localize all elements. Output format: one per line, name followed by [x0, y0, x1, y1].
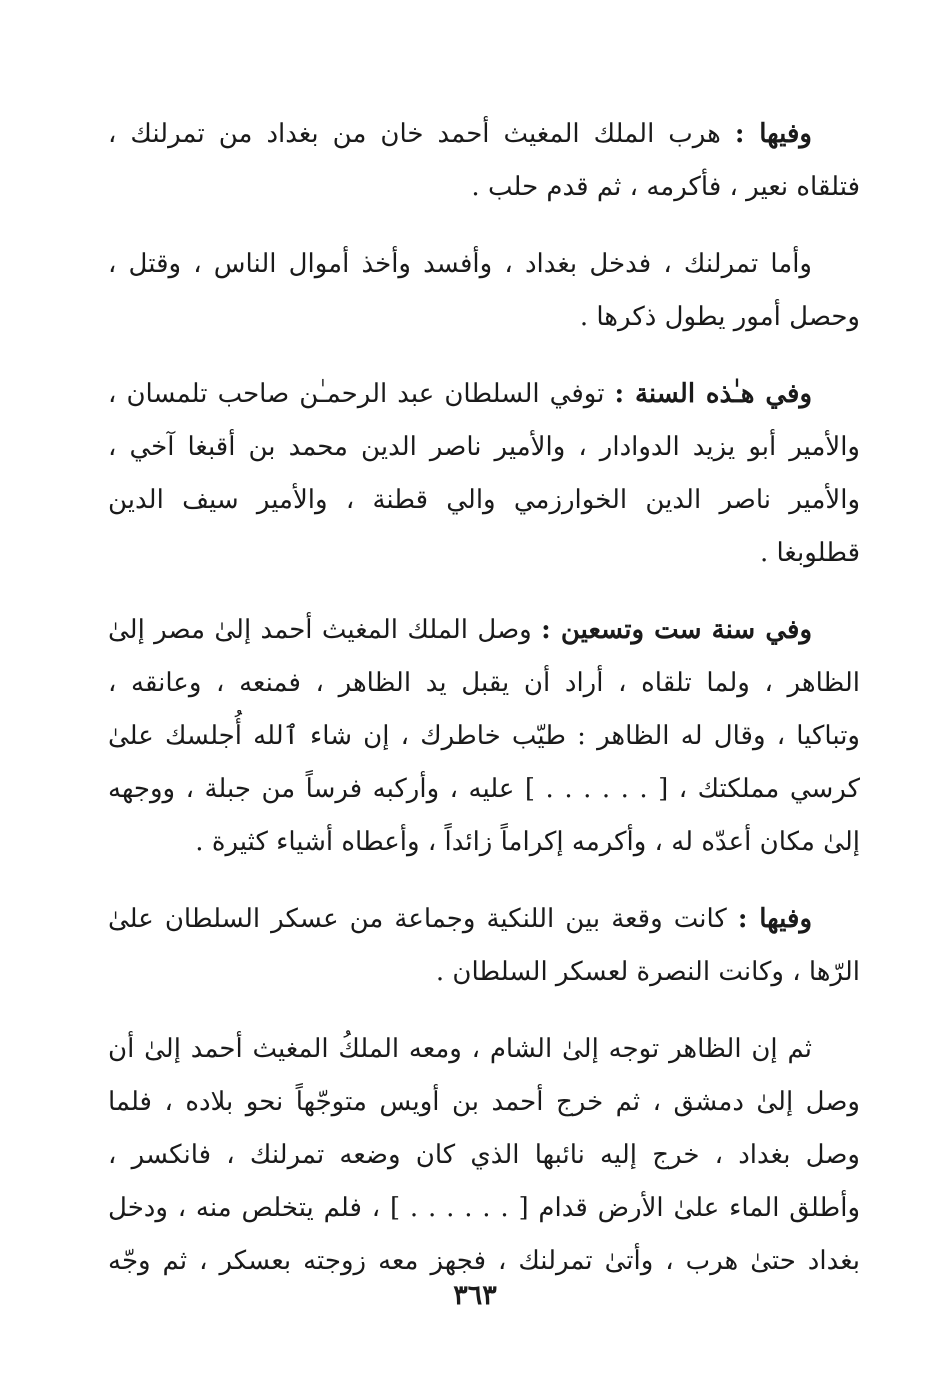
line-text: كرسي مملكتك ، [ . . . . . . ] عليه ، وأركبه فرساً من جبلة ، ووجهه [108, 774, 860, 804]
line-text: وصل بغداد ، خرج إليه نائبها الذي كان وضعه تمرلنك ، فانكسر ، [108, 1140, 860, 1170]
paragraph [108, 238, 860, 344]
line-text: وصل إلىٰ دمشق ، ثم خرج أحمد بن أويس متوجّهاً نحو بلاده ، فلما [108, 1087, 860, 1117]
text-line [108, 527, 860, 580]
text-line [108, 710, 860, 763]
paragraph [108, 108, 860, 214]
paragraph [108, 1023, 860, 1288]
text-line [108, 238, 860, 291]
line-text: والأمير أبو يزيد الدوادار ، والأمير ناصر الدين محمد بن أقبغا آخي ، [108, 432, 860, 462]
text-line [108, 421, 860, 474]
line-text: بغداد حتىٰ هرب ، وأتىٰ تمرلنك ، فجهز معه زوجته بعسكر ، ثم وجّه [108, 1246, 860, 1276]
paragraph [108, 893, 860, 999]
text-line [108, 657, 860, 710]
text-line [108, 474, 860, 527]
text-line [108, 604, 860, 657]
line-text: وأما تمرلنك ، فدخل بغداد ، وأفسد وأخذ أموال الناس ، وقتل ، [108, 249, 812, 279]
line-text: وتباكيا ، وقال له الظاهر : طيّب خاطرك ، إن شاء ٱلله أُجلسك علىٰ [108, 721, 860, 751]
line-text: كانت وقعة بين اللنكية وجماعة من عسكر السلطان علىٰ [108, 904, 738, 934]
page-number: ٣٦٣ [453, 1280, 497, 1311]
line-text: فتلقاه نعير ، فأكرمه ، ثم قدم حلب . [471, 172, 860, 202]
text-line [108, 893, 860, 946]
text-line [108, 946, 860, 999]
paragraph-heading: وفي هـٰذه السنة : [614, 379, 813, 409]
paragraph-heading: وفي سنة ست وتسعين : [541, 615, 812, 645]
text-line [108, 763, 860, 816]
line-text: توفي السلطان عبد الرحمـٰن صاحب تلمسان ، [108, 379, 615, 409]
page-body [108, 108, 860, 1312]
text-line [108, 1182, 860, 1235]
paragraph [108, 368, 860, 580]
paragraph [108, 604, 860, 869]
line-text: هرب الملك المغيث أحمد خان من بغداد من تمرلنك ، [108, 119, 735, 149]
text-line [108, 1076, 860, 1129]
line-text: قطلوبغا . [759, 538, 860, 568]
text-line [108, 816, 860, 869]
text-line [108, 291, 860, 344]
text-line [108, 108, 860, 161]
text-line [108, 1129, 860, 1182]
line-text: الرّها ، وكانت النصرة لعسكر السلطان . [435, 957, 860, 987]
line-text: الظاهر ، ولما تلقاه ، أراد أن يقبل يد الظاهر ، فمنعه ، وعانقه ، [108, 668, 860, 698]
text-line [108, 1023, 860, 1076]
line-text: وصل الملك المغيث أحمد إلىٰ مصر إلىٰ [108, 615, 542, 645]
text-line [108, 368, 860, 421]
line-text: وأطلق الماء علىٰ الأرض قدام [ . . . . . . ] ، فلم يتخلص منه ، ودخل [108, 1193, 860, 1223]
line-text: والأمير ناصر الدين الخوارزمي والي قطنة ، والأمير سيف الدين [108, 485, 860, 515]
line-text: ثم إن الظاهر توجه إلىٰ الشام ، ومعه الملكُ المغيث أحمد إلىٰ أن [108, 1034, 812, 1064]
line-text: إلىٰ مكان أعدّه له ، وأكرمه إكراماً زائداً ، وأعطاه أشياء كثيرة . [195, 827, 860, 857]
paragraph-heading: وفيها : [734, 119, 812, 149]
text-line [108, 161, 860, 214]
paragraph-heading: وفيها : [737, 904, 812, 934]
line-text: وحصل أمور يطول ذكرها . [579, 302, 860, 332]
